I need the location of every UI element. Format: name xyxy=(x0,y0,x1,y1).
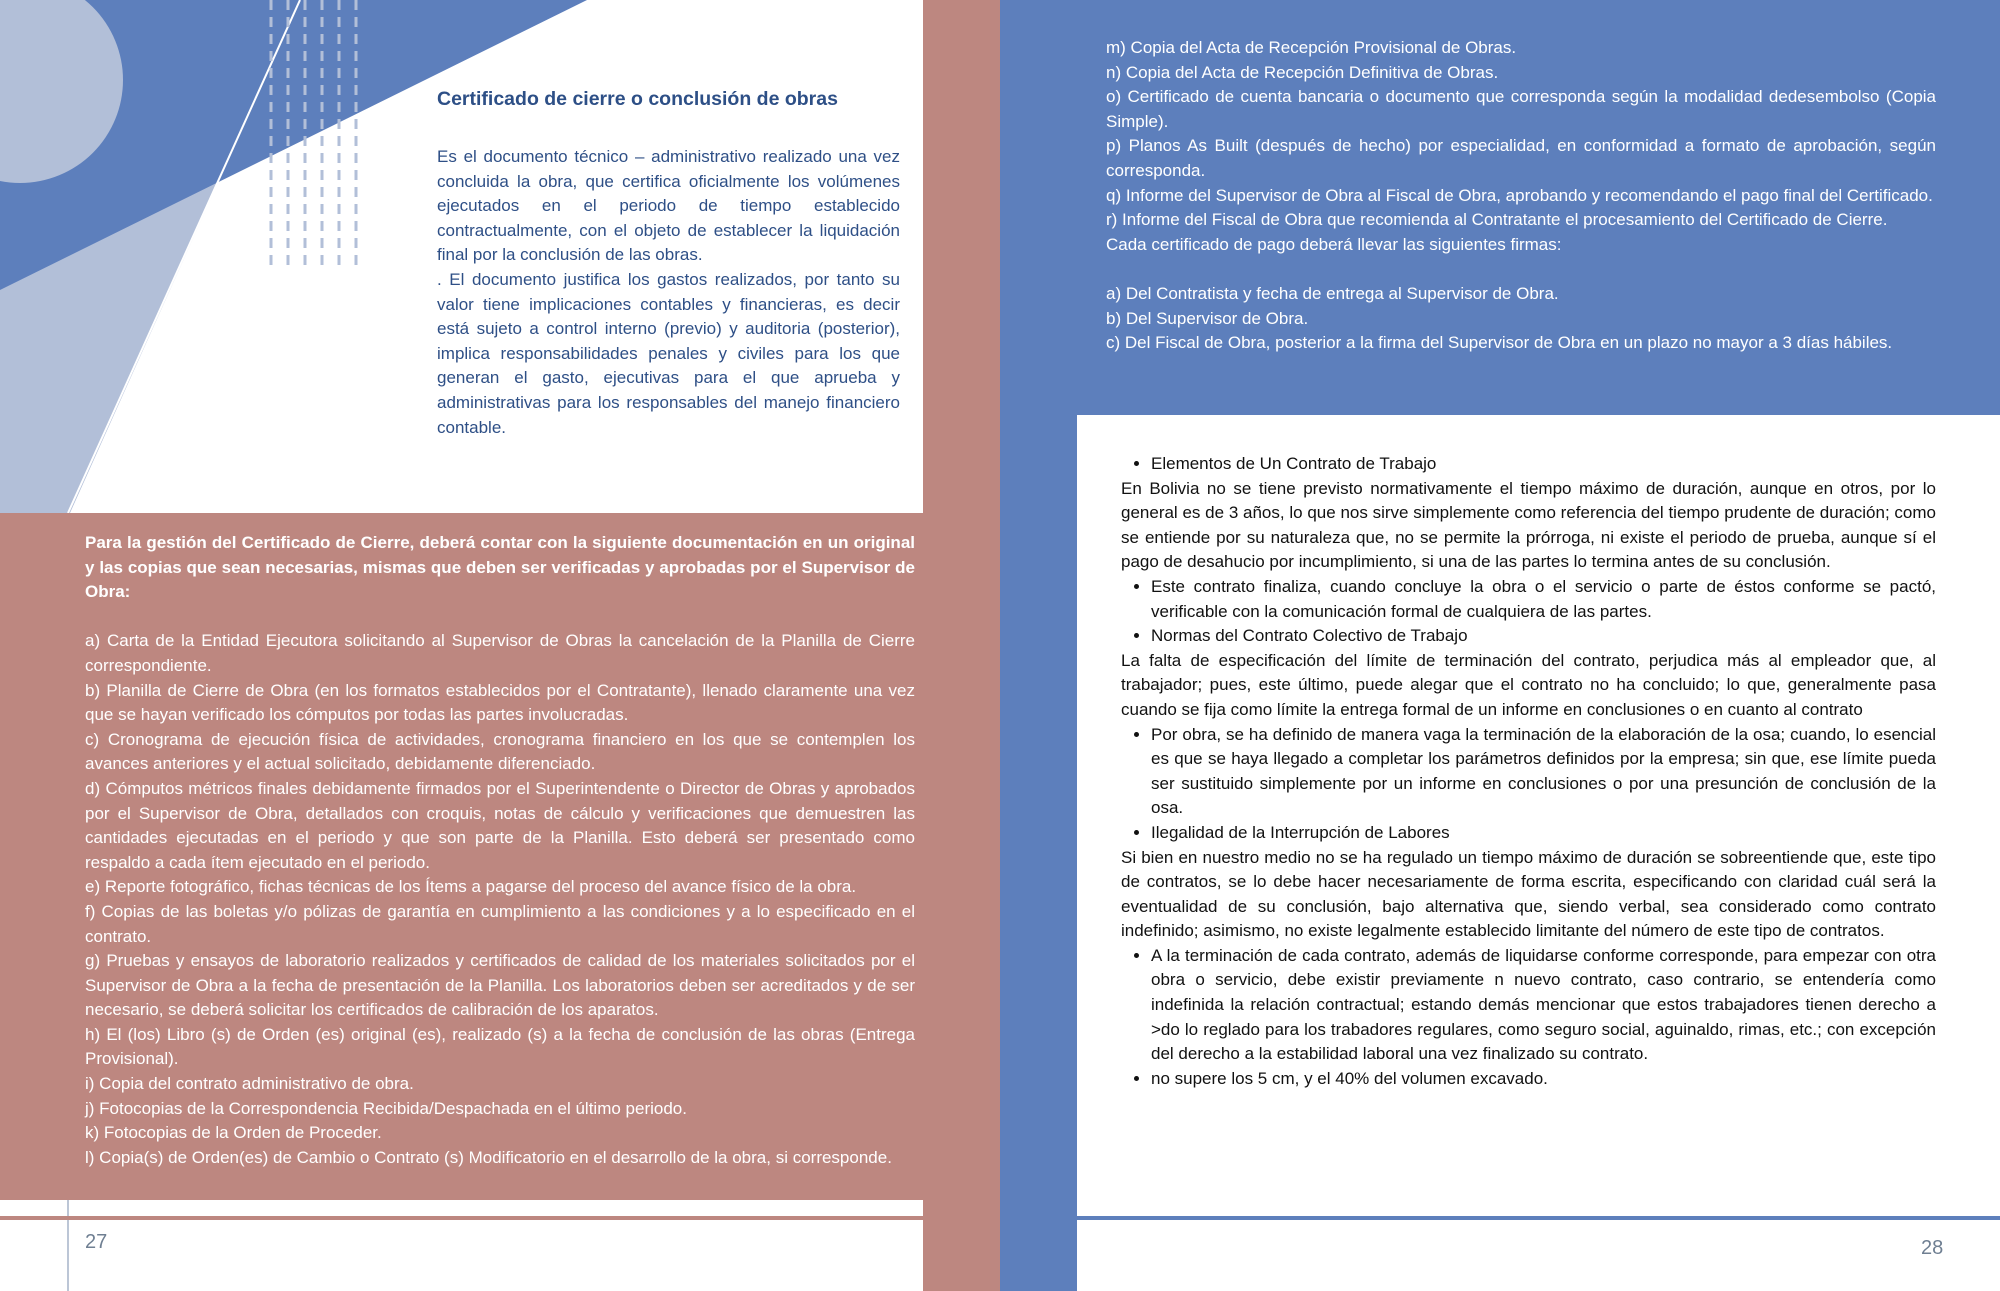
bullet-item: • Este contrato finaliza, cuando concluye la obra o el servicio o parte de éstos conforme se pactó, verificable con la comunicación formal de cualquiera de las partes. xyxy=(1151,575,1936,624)
requirement-item: r) Informe del Fiscal de Obra que recomienda al Contratante el procesamiento del Certificado de Cierre. xyxy=(1106,210,1888,230)
signature-item: a) Del Contratista y fecha de entrega al Supervisor de Obra. xyxy=(1106,283,1559,303)
requirement-item: g) Pruebas y ensayos de laboratorio realizados y certificados de calidad de los materiales solicitados por el Supervisor de Obra a la fecha de presentación de la Planilla. Los laboratorios deben ser acreditados y de ser necesario, se deberá solicitar los certificados de calibración de los aparatos. xyxy=(85,951,915,1020)
bullet-item: • Por obra, se ha definido de manera vaga la terminación de la elaboración de la osa; cuando, lo esencial es que se haya llegado a completar los parámetros definidos por la empresa; sin que, ese límite pueda ser sustituido simplemente por un informe en conclusiones o por una presunción de conclusión de la osa. xyxy=(1151,723,1936,821)
rose-spine-band xyxy=(923,0,1000,1291)
bullet-list xyxy=(1121,944,1936,1092)
blue-spine-band xyxy=(1000,0,1077,1291)
signature-item: c) Del Fiscal de Obra, posterior a la firma del Supervisor de Obra en un plazo no mayor a 3 días hábiles. xyxy=(1106,333,1893,353)
requirement-item: e) Reporte fotográfico, fichas técnicas de los Ítems a pagarse del proceso del avance físico de la obra. xyxy=(85,877,857,897)
requirement-item: m) Copia del Acta de Recepción Provisional de Obras. xyxy=(1106,38,1517,57)
bullet-list xyxy=(1121,575,1936,649)
paragraph: Si bien en nuestro medio no se ha regulado un tiempo máximo de duración se sobreentiende que, este tipo de contratos, se lo debe hacer necesariamente de forma escrita, especificando con claridad cuál será la eventualidad de su conclusión, bajo alternativa que, siendo verbal, sea considerado como contrato indefinido; asimismo, no existe legalmente establecido limitante del número de este tipo de contratos. xyxy=(1121,847,1936,941)
requirement-item: c) Cronograma de ejecución física de actividades, cronograma financiero en los que se contemplen los avances anteriores y el actual solicitado, debidamente diferenciado. xyxy=(85,729,915,774)
intro-paragraph: Es el documento técnico – administrativo realizado una vez concluida la obra, que certifica oficialmente los volúmenes ejecutados en el periodo de tiempo establecido contractualmente, con el objeto de establecer la liquidación final por la conclusión de las obras. xyxy=(437,147,900,265)
requirement-item: q) Informe del Supervisor de Obra al Fiscal de Obra, aprobando y recomendando el pago final del Certificado. xyxy=(1106,185,1933,205)
requirements-section xyxy=(85,531,915,1170)
requirement-item: i) Copia del contrato administrativo de obra. xyxy=(85,1074,414,1094)
signatures-intro: Cada certificado de pago deberá llevar las siguientes firmas: xyxy=(1106,234,1562,254)
requirement-item: p) Planos As Built (después de hecho) por especialidad, en conformidad a formato de aprobación, según corresponda. xyxy=(1106,136,1936,180)
signature-item: b) Del Supervisor de Obra. xyxy=(1106,308,1309,328)
requirement-item: k) Fotocopias de la Orden de Proceder. xyxy=(85,1123,382,1143)
requirement-item: f) Copias de las boletas y/o pólizas de garantía en cumplimiento a las condiciones y a lo especificado en el contrato. xyxy=(85,901,915,946)
intro-paragraph: . El documento justifica los gastos realizados, por tanto su valor tiene implicaciones contables y financieras, es decir está sujeto a control interno (previo) y auditoria (posterior), implica responsabilidades penales y civiles para los que generan el gasto, ejecutivas para el que aprueba y administrativas para los responsables del manejo financiero contable. xyxy=(437,269,900,437)
bullet-item: • Normas del Contrato Colectivo de Trabajo xyxy=(1151,624,1936,649)
rose-bottom-rule xyxy=(0,1216,923,1220)
bullet-list xyxy=(1121,452,1936,477)
bullet-item: • Ilegalidad de la Interrupción de Labores xyxy=(1151,821,1936,846)
page-title: Certificado de cierre o conclusión de obras xyxy=(437,88,838,110)
requirement-item: h) El (los) Libro (s) de Orden (es) original (es), realizado (s) a la fecha de conclusión de las obras (Entrega Provisional). xyxy=(85,1024,915,1069)
requirement-item: a) Carta de la Entidad Ejecutora solicitando al Supervisor de Obras la cancelación de la Planilla de Cierre correspondiente. xyxy=(85,631,915,675)
spacer xyxy=(1106,257,1936,282)
requirement-item: b) Planilla de Cierre de Obra (en los formatos establecidos por el Contratante), llenado claramente una vez que se hayan verificado los cómputos por todas las partes involucradas. xyxy=(85,680,915,725)
bullet-item: • Elementos de Un Contrato de Trabajo xyxy=(1151,452,1936,477)
continued-requirements xyxy=(1106,36,1936,356)
blue-bottom-rule xyxy=(1077,1216,2000,1220)
paragraph: La falta de especificación del límite de terminación del contrato, perjudica más al empleador que, al trabajador; pues, este último, puede alegar que el contrato no ha concluido; lo que, generalmente pasa cuando se fija como límite la entrega formal de un informe en conclusiones o en cuanto al contrato xyxy=(1121,650,1936,719)
page-number-left: 27 xyxy=(85,1231,108,1253)
intro-text xyxy=(437,145,900,440)
requirement-item: d) Cómputos métricos finales debidamente firmados por el Superintendente o Director de Obras y aprobados por el Supervisor de Obra, detallados con croquis, notas de cálculo y verificaciones que demuestren las cantidades ejecutadas en el periodo y que son parte de la Planilla. Esto deberá ser presentado como respaldo a cada ítem ejecutado en el periodo. xyxy=(85,778,915,872)
page-number-right: 28 xyxy=(1921,1237,1944,1259)
bullet-item: • no supere los 5 cm, y el 40% del volumen excavado. xyxy=(1151,1067,1936,1092)
bullet-item: • A la terminación de cada contrato, además de liquidarse conforme corresponde, para empezar con otra obra o servicio, debe existir previamente n nuevo contrato, caso contrario, se entendería como indefinida la relación contractual; estando demás mencionar que estos trabajadores tienen derecho a >do lo reglado para los trabadores regulares, como seguro social, aguinaldo, rimas, etc.; con excepción del derecho a la estabilidad laboral una vez finalizado su contrato. xyxy=(1151,944,1936,1067)
requirements-lead: Para la gestión del Certificado de Cierre, deberá contar con la siguiente documentación en un original y las copias que sean necesarias, mismas que deben ser verificadas y aprobadas por el Supervisor de Obra: xyxy=(85,533,915,602)
paragraph: En Bolivia no se tiene previsto normativamente el tiempo máximo de duración, aunque en otros, por lo general es de 3 años, lo que nos sirve simplemente como referencia del tiempo prudente de duración; como se entiende por su naturaleza que, no se permite la prórroga, ni existe el periodo de prueba, aunque sí el pago de desahucio por incumplimiento, si una de las partes lo termina antes de su conclusión. xyxy=(1121,478,1936,572)
requirement-item: j) Fotocopias de la Correspondencia Recibida/Despachada en el último periodo. xyxy=(85,1098,687,1118)
contract-text xyxy=(1121,452,1936,1091)
requirement-item: l) Copia(s) de Orden(es) de Cambio o Contrato (s) Modificatorio en el desarrollo de la obra, si corresponde. xyxy=(85,1147,892,1167)
requirement-item: n) Copia del Acta de Recepción Definitiva de Obras. xyxy=(1106,62,1499,82)
bullet-list xyxy=(1121,723,1936,846)
requirement-item: o) Certificado de cuenta bancaria o documento que corresponda según la modalidad dedesembolso (Copia Simple). xyxy=(1106,87,1936,131)
